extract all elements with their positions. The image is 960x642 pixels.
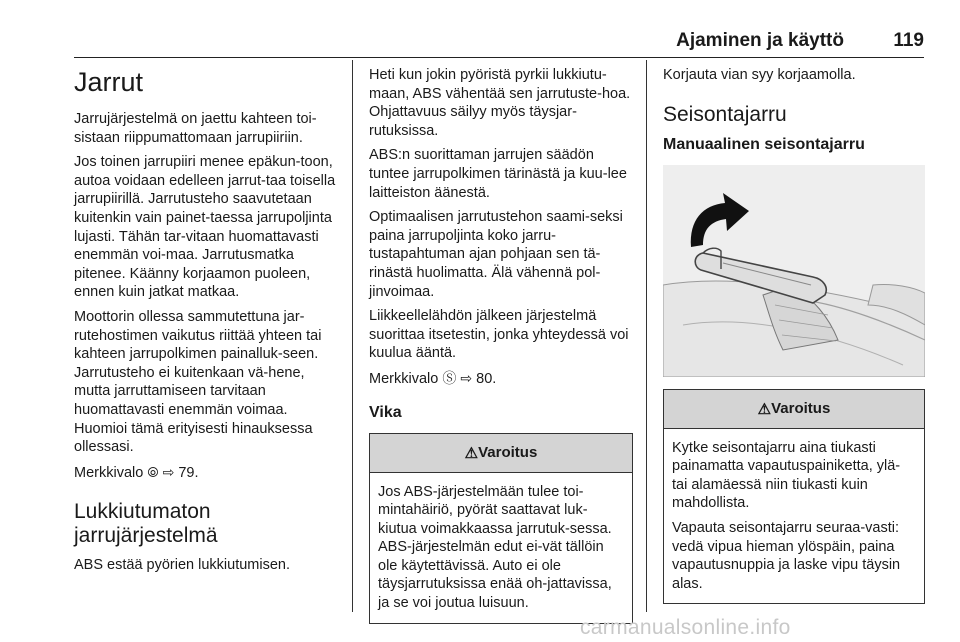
header-divider <box>74 57 924 58</box>
paragraph: Liikkeellelähdön jälkeen järjestelmä suorittaa itsetestin, jonka yhteydessä voi kuulua ääntä. <box>369 308 629 362</box>
watermark: carmanualsonline.info <box>580 616 791 639</box>
page-header <box>74 30 924 54</box>
warning-triangle-icon: ⚠ <box>757 400 772 418</box>
paragraph: Optimaalisen jarrutustehon saami-seksi paina jarrupoljinta koko jarru-tustapahtuman ajan pohjaan sen tä-rinästä huolimatta. Älä vähennä pol-jinvoimaa. <box>369 209 623 300</box>
abs-indicator-icon: Ⓢ <box>442 369 457 386</box>
paragraph: Jos toinen jarrupiiri menee epäkun-toon, autoa voidaan edelleen jarrut-taa toisella jarrupiirillä. Jarrutusteho saavutetaan kuitenkin vain painet-taessa jarrupoljinta lujasti. Tähän tar-vitaan huomattavasti enemmän voi-maa. Jarrutusmatka pitenee. Käänny korjaamon puoleen, ennen kuin jatkat matkaa. <box>74 154 336 301</box>
warning-label: Varoitus <box>771 400 831 418</box>
warning-body <box>370 473 632 623</box>
warning-triangle-icon: ⚠ <box>464 444 479 462</box>
warning-text: Vapauta seisontajarru seuraa-vasti: vedä vipua hieman ylöspäin, paina vapautusnuppia ja laske vipu täysin alas. <box>672 519 901 592</box>
paragraph: Korjauta vian syy korjaamolla. <box>663 67 856 83</box>
warning-box <box>369 433 633 624</box>
warning-label: Varoitus <box>478 444 538 461</box>
paragraph: Moottorin ollessa sammutettuna jar-rutehostimen vaikutus riittää yhteen tai kahteen jarrupolkimen painalluk-seen. Jarrutusteho ei kuitenkaan vä-hene, mutta jarruttamiseen tarvitaan huomattavasti enemmän voimaa. Huomioi tämä erityisesti hinauksessa ollessasi. <box>74 308 322 456</box>
warning-text: Jos ABS-järjestelmään tulee toi-mintahäiriö, pyörät saattavat luk-kiutua voimakkaassa jarrutuk-sessa. ABS-järjestelmän edut ei-vät tällöin ole käytettävissä. Auto ei ole täysjarrutuksissa enää oh-jattavissa, ja se voi joutua luisuun. <box>378 483 612 612</box>
parking-brake-lever-drawing <box>663 165 925 377</box>
heading-fault: Vika <box>369 403 402 421</box>
reference-label: Merkkivalo <box>74 464 144 481</box>
column-right <box>663 66 925 604</box>
page-ref-arrow-icon: ⇨ <box>460 369 473 386</box>
column-divider-2 <box>646 60 647 612</box>
column-divider-1 <box>352 60 353 612</box>
page-number: 119 <box>893 30 924 51</box>
warning-header <box>370 434 632 473</box>
heading-brakes: Jarrut <box>74 67 144 97</box>
reference-page: 80. <box>476 370 497 387</box>
paragraph: ABS estää pyörien lukkiutumisen. <box>74 557 290 574</box>
column-middle <box>369 66 633 624</box>
warning-box <box>663 389 925 605</box>
warning-text: Kytke seisontajarru aina tiukasti painamatta vapautuspainiketta, ylä- tai alamäessä niin tiukasti kuin mahdollista. <box>672 439 901 512</box>
page-ref-arrow-icon: ⇨ <box>162 463 175 480</box>
warning-header <box>664 390 924 429</box>
heading-manual-parking-brake: Manuaalinen seisontajarru <box>663 135 865 153</box>
reference-page: 79. <box>178 464 199 481</box>
brake-warning-icon: ⦾ <box>147 463 159 480</box>
section-title: Ajaminen ja käyttö <box>676 30 844 51</box>
indicator-reference <box>369 369 633 389</box>
parking-brake-illustration <box>663 165 925 377</box>
paragraph: Heti kun jokin pyöristä pyrkii lukkiutu-maan, ABS vähentää sen jarrutuste-hoa. Ohjattavuus säilyy myös täysjar-rutuksissa. <box>369 67 631 139</box>
heading-abs: Lukkiutumaton jarrujärjestelmä <box>74 500 218 548</box>
column-left <box>74 66 340 581</box>
paragraph: Jarrujärjestelmä on jaettu kahteen toi-sistaan riippumattomaan jarrupiiriin. <box>74 111 317 146</box>
heading-parking-brake: Seisontajarru <box>663 102 787 126</box>
warning-body <box>664 429 924 604</box>
indicator-reference <box>74 463 340 483</box>
paragraph: ABS:n suorittaman jarrujen säädön tuntee jarrupolkimen tärinästä ja kuu-lee laitteiston äänestä. <box>369 147 627 201</box>
reference-label: Merkkivalo <box>369 370 439 387</box>
